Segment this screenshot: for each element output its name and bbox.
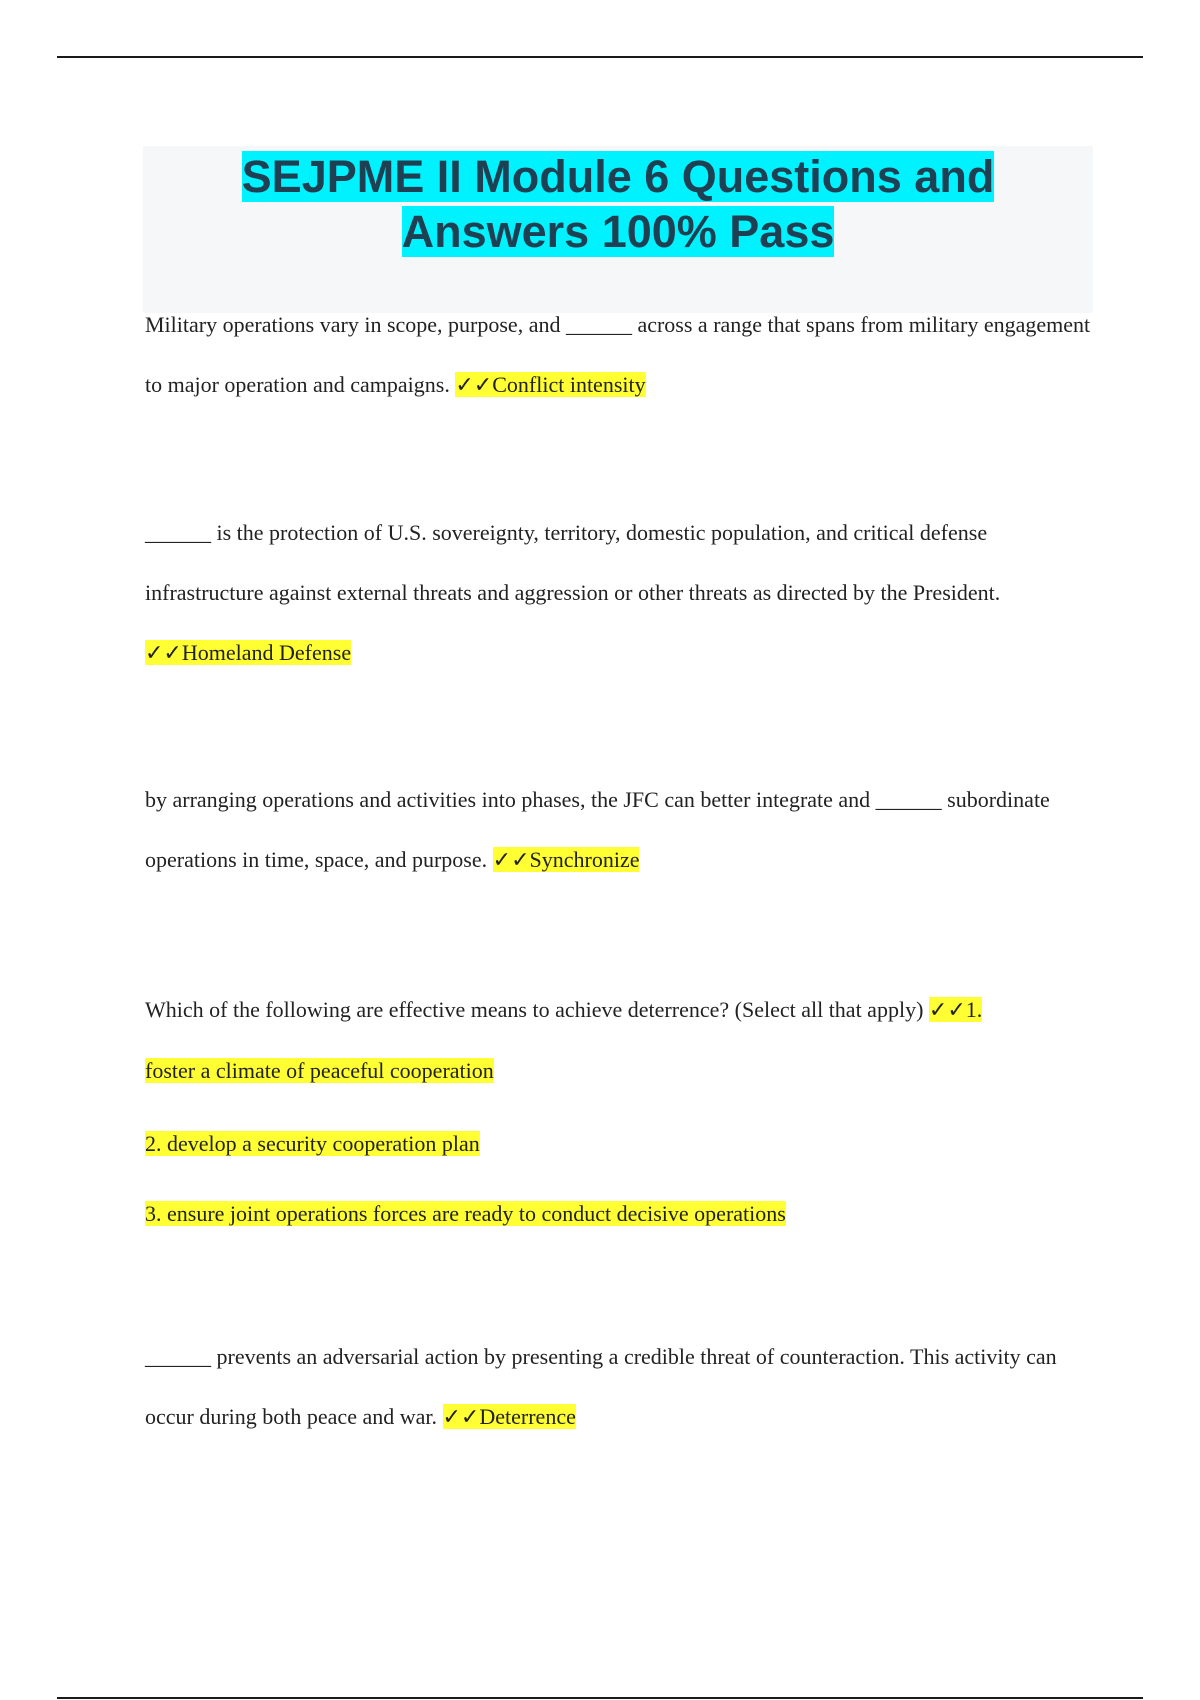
answer-text: 3. ensure joint operations forces are ready to conduct decisive operations — [145, 1201, 786, 1226]
question-5 — [145, 1327, 1095, 1447]
title-block — [143, 146, 1093, 313]
title-line-2: Answers 100% Pass — [401, 206, 835, 257]
header-rule — [57, 56, 1143, 58]
question-4 — [145, 994, 982, 1026]
question-text: ______ is the protection of U.S. sovereignty, territory, domestic population, and critical defense infrastructure against external threats and aggression or other threats as directed by the President. — [145, 520, 1001, 605]
answer-text: ✓✓Deterrence — [442, 1404, 576, 1429]
question-text: Which of the following are effective means to achieve deterrence? (Select all that apply) — [145, 997, 924, 1022]
answer-line — [145, 1198, 786, 1230]
document-title — [143, 146, 1093, 259]
answer-text: 2. develop a security cooperation plan — [145, 1131, 480, 1156]
answer-line — [145, 1128, 480, 1160]
answer-text: ✓✓1. — [928, 997, 983, 1022]
question-text: Military operations vary in scope, purpose, and ______ across a range that spans from military engagement to major operation and campaigns. — [145, 312, 1091, 397]
question-1 — [145, 295, 1095, 415]
question-2 — [145, 503, 1095, 683]
answer-text: foster a climate of peaceful cooperation — [145, 1058, 494, 1083]
answer-text: ✓✓Synchronize — [492, 847, 640, 872]
answer-text: ✓✓Homeland Defense — [145, 640, 352, 665]
question-text: by arranging operations and activities into phases, the JFC can better integrate and ______ subordinate operations in time, space, and purpose. — [145, 787, 1050, 872]
answer-line — [145, 1055, 494, 1087]
title-line-1: SEJPME II Module 6 Questions and — [241, 151, 995, 202]
footer-rule — [57, 1697, 1143, 1699]
question-3 — [145, 770, 1095, 890]
question-text: ______ prevents an adversarial action by presenting a credible threat of counteraction. This activity can occur during both peace and war. — [145, 1344, 1057, 1429]
answer-text: ✓✓Conflict intensity — [455, 372, 646, 397]
